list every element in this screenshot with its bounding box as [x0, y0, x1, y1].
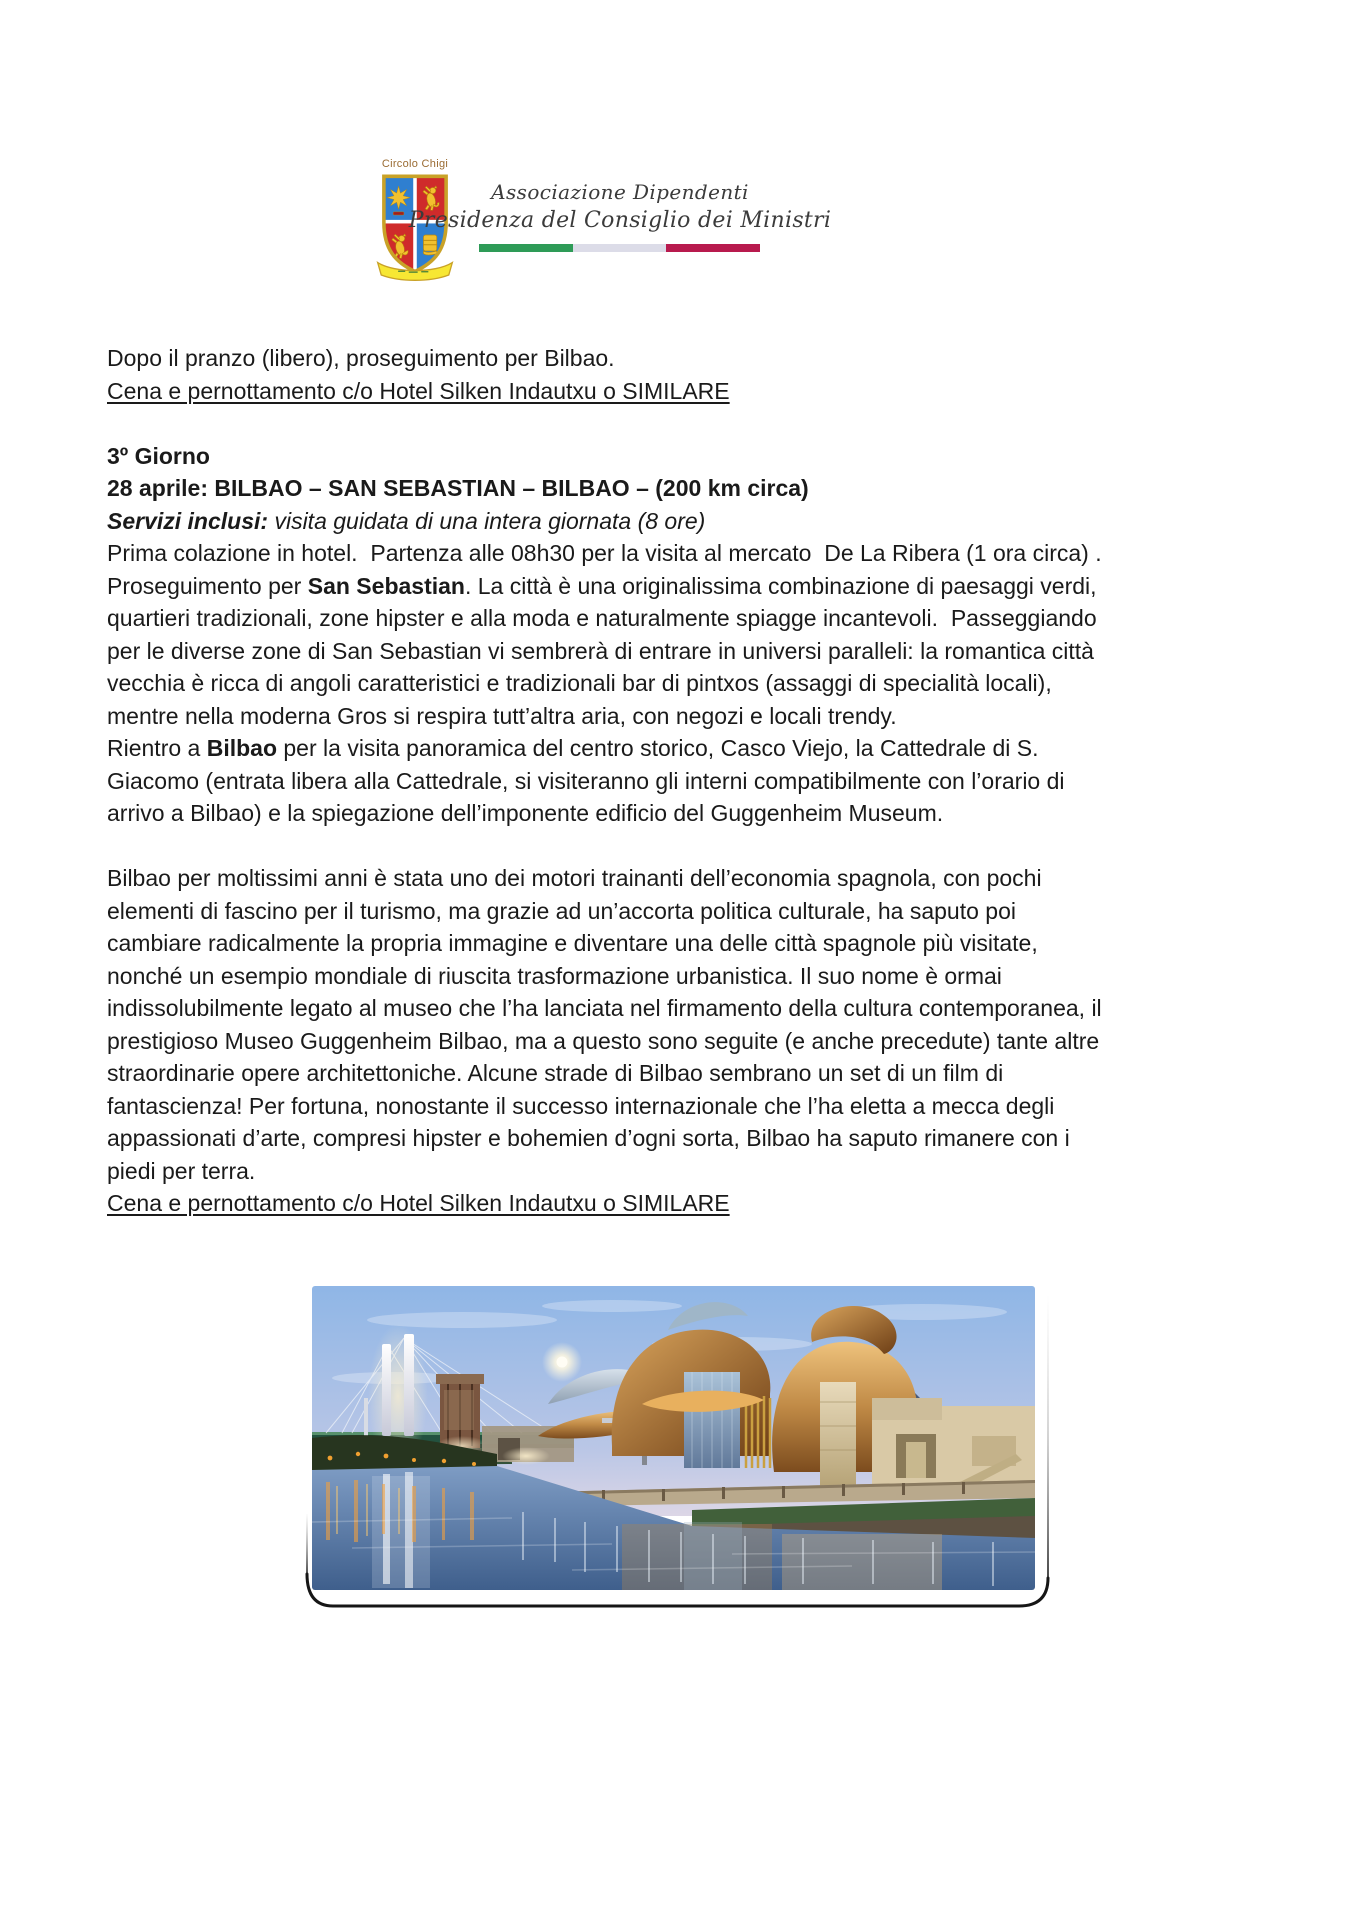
text-line	[107, 797, 1272, 830]
text-run: Giacomo (entrata libera alla Cattedrale, si visiteranno gli interni compatibilmente con l’orario di	[107, 767, 1065, 794]
flag-red-segment	[666, 244, 760, 252]
photo-frame-border	[303, 1268, 1051, 1616]
line-spacer	[107, 407, 1272, 440]
text-line	[107, 927, 1272, 960]
flag-green-segment	[479, 244, 573, 252]
text-run: visita guidata di una intera giornata (8 ore)	[268, 507, 706, 534]
text-run: cambiare radicalmente la propria immagine e diventare una delle città spagnole più visitate,	[107, 930, 1038, 956]
text-run: per le diverse zone di San Sebastian vi sembrerà di entrare in universi paralleli: la romantica città	[107, 637, 1094, 664]
text-line	[107, 992, 1272, 1025]
text-run: fantascienza! Per fortuna, nonostante il successo internazionale che l’ha eletta a mecca degli	[107, 1092, 1055, 1119]
text-line	[107, 505, 1272, 538]
text-line	[107, 960, 1272, 993]
flag-white-segment	[573, 244, 667, 252]
text-line	[107, 732, 1272, 765]
line-spacer	[107, 830, 1272, 863]
text-line	[107, 537, 1272, 570]
text-run: arrivo a Bilbao) e la spiegazione dell’imponente edificio del Guggenheim Museum.	[107, 800, 944, 826]
text-line	[107, 602, 1272, 635]
text-run: indissolubilmente legato al museo che l’ha lanciata nel firmamento della cultura contemporanea, il	[107, 995, 1102, 1021]
text-line	[107, 700, 1272, 733]
text-run: appassionati d’arte, compresi hipster e bohemien d’ogni sorta, Bilbao ha saputo rimanere con i	[107, 1125, 1070, 1151]
text-run: . La città è una originalissima combinazione di paesaggi verdi,	[464, 572, 1097, 599]
text-line	[107, 440, 1272, 473]
text-run: quartieri tradizionali, zone hipster e alla moda e naturalmente spiagge incantevoli. Passeggiando	[107, 605, 1097, 631]
text-run: Rientro a	[107, 735, 207, 761]
text-run: Bilbao per moltissimi anni è stata uno dei motori trainanti dell’economia spagnola, con pochi	[107, 865, 1042, 891]
text-run: Cena e pernottamento c/o Hotel Silken Indautxu o SIMILARE	[107, 377, 730, 404]
text-run: 28 aprile: BILBAO – SAN SEBASTIAN – BILBAO – (200 km circa)	[107, 475, 809, 501]
text-line	[107, 570, 1272, 603]
text-line	[107, 1187, 1272, 1220]
text-run: Prima colazione in hotel. Partenza alle 08h30 per la visita al mercato De La Ribera (1 ora circa) .	[107, 540, 1102, 566]
text-run: per la visita panoramica del centro storico, Casco Viejo, la Cattedrale di S.	[277, 735, 1039, 761]
text-line	[107, 342, 1272, 375]
text-line	[107, 765, 1272, 798]
text-run: mentre nella moderna Gros si respira tutt’altra aria, con negozi e locali trendy.	[107, 702, 897, 729]
text-line	[107, 1155, 1272, 1188]
text-run: elementi di fascino per il turismo, ma grazie ad un’accorta politica culturale, ha saputo poi	[107, 897, 1016, 924]
text-run: straordinarie opere architettoniche. Alcune strade di Bilbao sembrano un set di un film di	[107, 1060, 1004, 1086]
text-run: Bilbao	[206, 735, 277, 761]
organization-name-line1: Associazione Dipendenti	[491, 180, 749, 204]
text-run: nonché un esempio mondiale di riuscita trasformazione urbanistica. Il suo nome è ormai	[107, 962, 1002, 989]
text-run: Proseguimento per	[107, 572, 308, 599]
text-run: San Sebastian	[307, 572, 465, 599]
organization-name-line2: Presidenza del Consiglio dei Ministri	[408, 208, 832, 233]
text-run: vecchia è ricca di angoli caratteristici e tradizionali bar di pintxos (assaggi di specialità locali),	[107, 670, 1052, 696]
text-run: prestigioso Museo Guggenheim Bilbao, ma a questo sono seguite (e anche precedute) tante altre	[107, 1027, 1100, 1054]
text-line	[107, 862, 1272, 895]
text-line	[107, 375, 1272, 408]
crest-caption: Circolo Chigi	[381, 158, 449, 170]
photo-card	[303, 1268, 1051, 1616]
text-line	[107, 667, 1272, 700]
text-run: piedi per terra.	[107, 1157, 256, 1184]
text-run: Cena e pernottamento c/o Hotel Silken Indautxu o SIMILARE	[107, 1190, 730, 1216]
text-line	[107, 635, 1272, 668]
text-line	[107, 1025, 1272, 1058]
text-run: Dopo il pranzo (libero), proseguimento per Bilbao.	[107, 345, 615, 371]
organization-name	[330, 178, 910, 236]
text-line	[107, 895, 1272, 928]
italian-flag-bar	[479, 244, 760, 252]
text-line	[107, 1057, 1272, 1090]
text-run: Servizi inclusi:	[107, 507, 269, 534]
text-line	[107, 1122, 1272, 1155]
document-body	[107, 342, 1272, 1220]
text-run: 3º Giorno	[107, 442, 210, 469]
text-line	[107, 472, 1272, 505]
text-line	[107, 1090, 1272, 1123]
